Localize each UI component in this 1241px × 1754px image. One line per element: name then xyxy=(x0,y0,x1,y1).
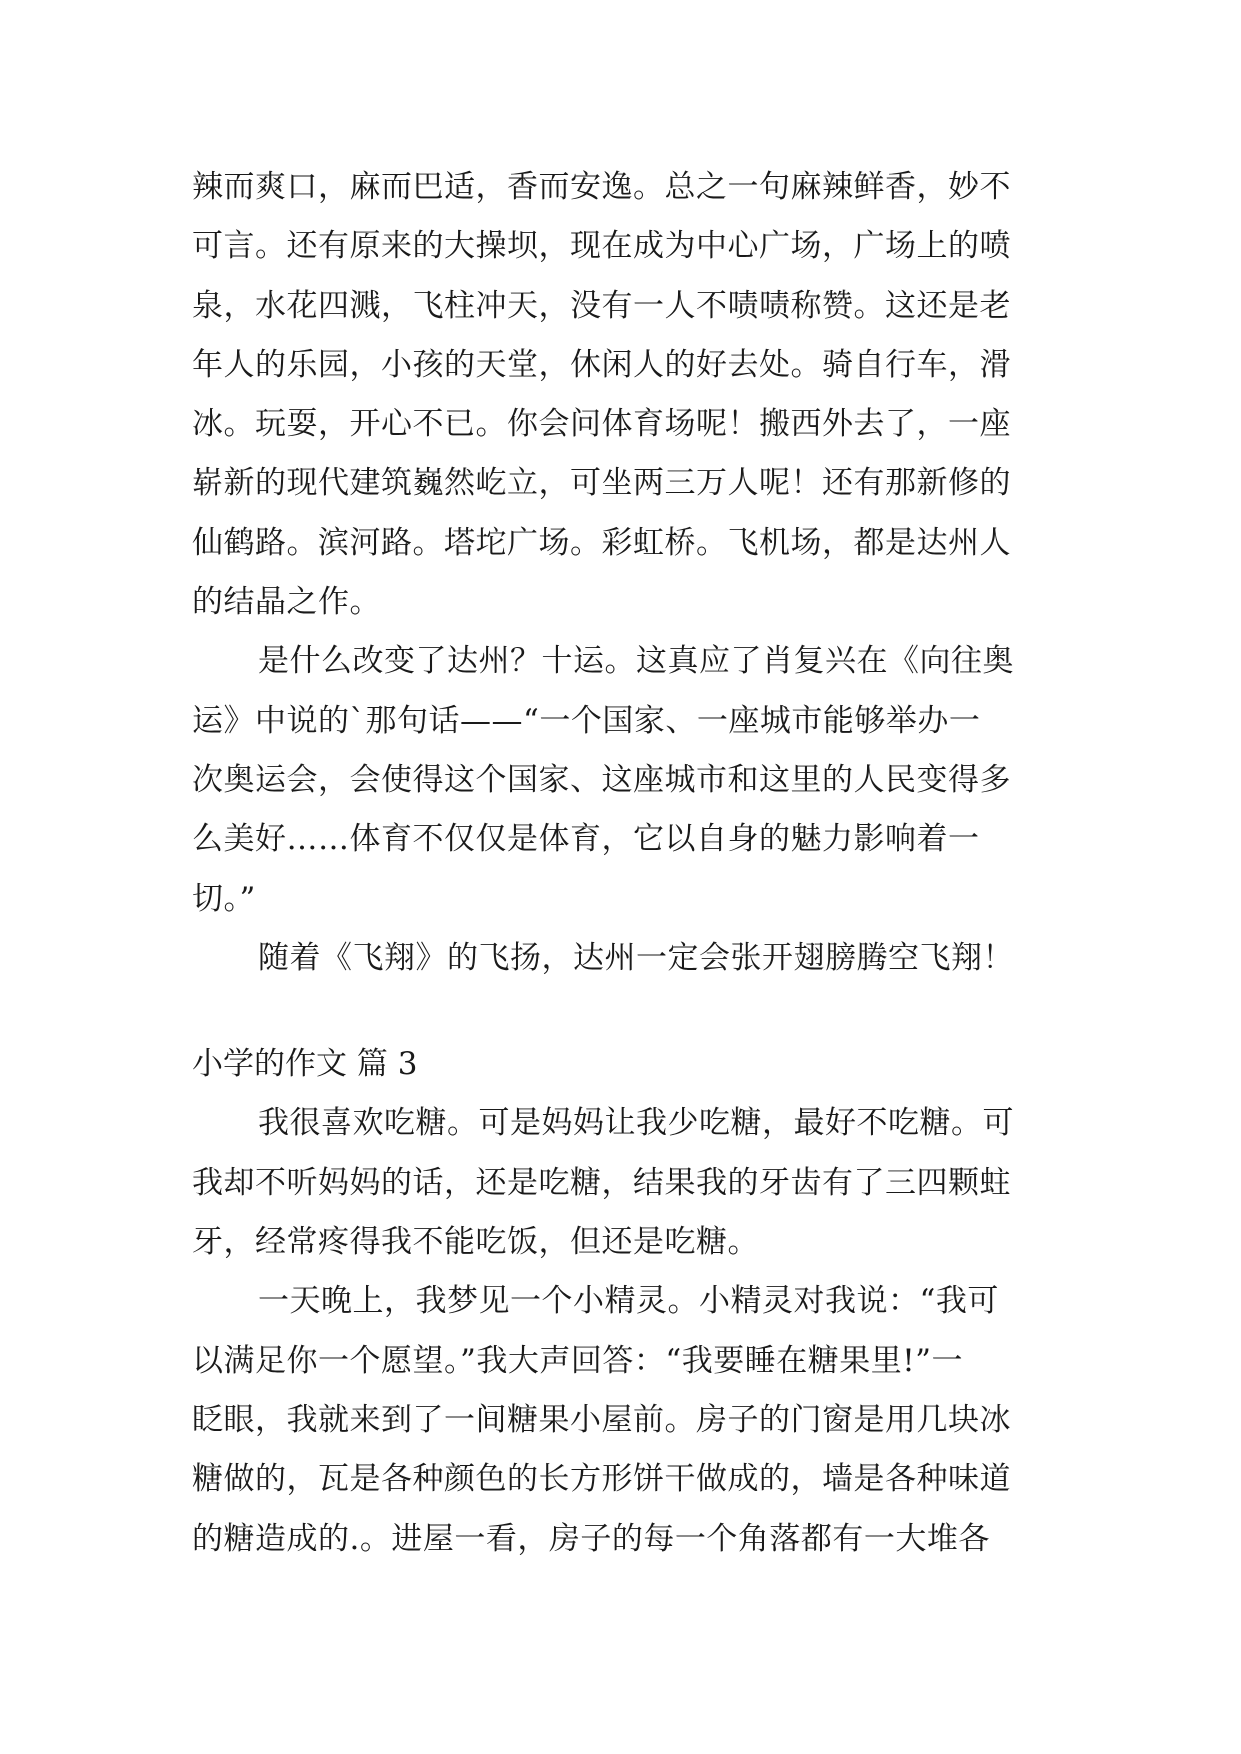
text-line: 年人的乐园，小孩的天堂，休闲人的好去处。骑自行车，滑 xyxy=(192,346,1011,383)
paragraph-start-line: 是什么改变了达州？十运。这真应了肖复兴在《向往奥 xyxy=(258,643,1014,680)
text-line: 冰。玩耍，开心不已。你会问体育场呢！搬西外去了，一座 xyxy=(192,406,1011,443)
document-page xyxy=(192,158,1052,1569)
text-line: 么美好……体育不仅仅是体育，它以自身的魅力影响着一 xyxy=(192,821,980,858)
text-line: 运》中说的`那句话——“一个国家、一座城市能够举办一 xyxy=(192,702,981,739)
text-line: 泉，水花四溅，飞柱冲天，没有一人不啧啧称赞。这还是老 xyxy=(192,287,1011,324)
text-line: 辣而爽口，麻而巴适，香而安逸。总之一句麻辣鲜香，妙不 xyxy=(192,169,1011,205)
paragraph-start-line: 我很喜欢吃糖。可是妈妈让我少吃糖，最好不吃糖。可 xyxy=(258,1105,1014,1142)
text-line: 以满足你一个愿望。”我大声回答：“我要睡在糖果里!”一 xyxy=(192,1342,963,1379)
text-line: 切。” xyxy=(192,880,256,917)
text-line: 可言。还有原来的大操坝，现在成为中心广场，广场上的喷 xyxy=(192,228,1011,265)
text-line: 崭新的现代建筑巍然屹立，可坐两三万人呢！还有那新修的 xyxy=(192,465,1011,502)
text-line: 的结晶之作。 xyxy=(192,584,381,621)
paragraph-start-line: 一天晚上，我梦见一个小精灵。小精灵对我说：“我可 xyxy=(258,1283,999,1320)
text-line: 次奥运会，会使得这个国家、这座城市和这里的人民变得多 xyxy=(192,761,1011,798)
text-line: 我却不听妈妈的话，还是吃糖，结果我的牙齿有了三四颗蛀 xyxy=(192,1164,1011,1201)
section-heading: 小学的作文 篇 3 xyxy=(192,1046,418,1083)
text-line: 牙，经常疼得我不能吃饭，但还是吃糖。 xyxy=(192,1224,759,1261)
paragraph-start-line: 随着《飞翔》的飞扬，达州一定会张开翅膀腾空飞翔！ xyxy=(258,939,1014,976)
text-line: 糖做的，瓦是各种颜色的长方形饼干做成的，墙是各种味道 xyxy=(192,1461,1011,1498)
text-line: 的糖造成的.。进屋一看，房子的每一个角落都有一大堆各 xyxy=(192,1520,990,1557)
text-line: 眨眼，我就来到了一间糖果小屋前。房子的门窗是用几块冰 xyxy=(192,1401,1011,1438)
text-line: 仙鹤路。滨河路。塔坨广场。彩虹桥。飞机场，都是达州人 xyxy=(192,524,1011,561)
